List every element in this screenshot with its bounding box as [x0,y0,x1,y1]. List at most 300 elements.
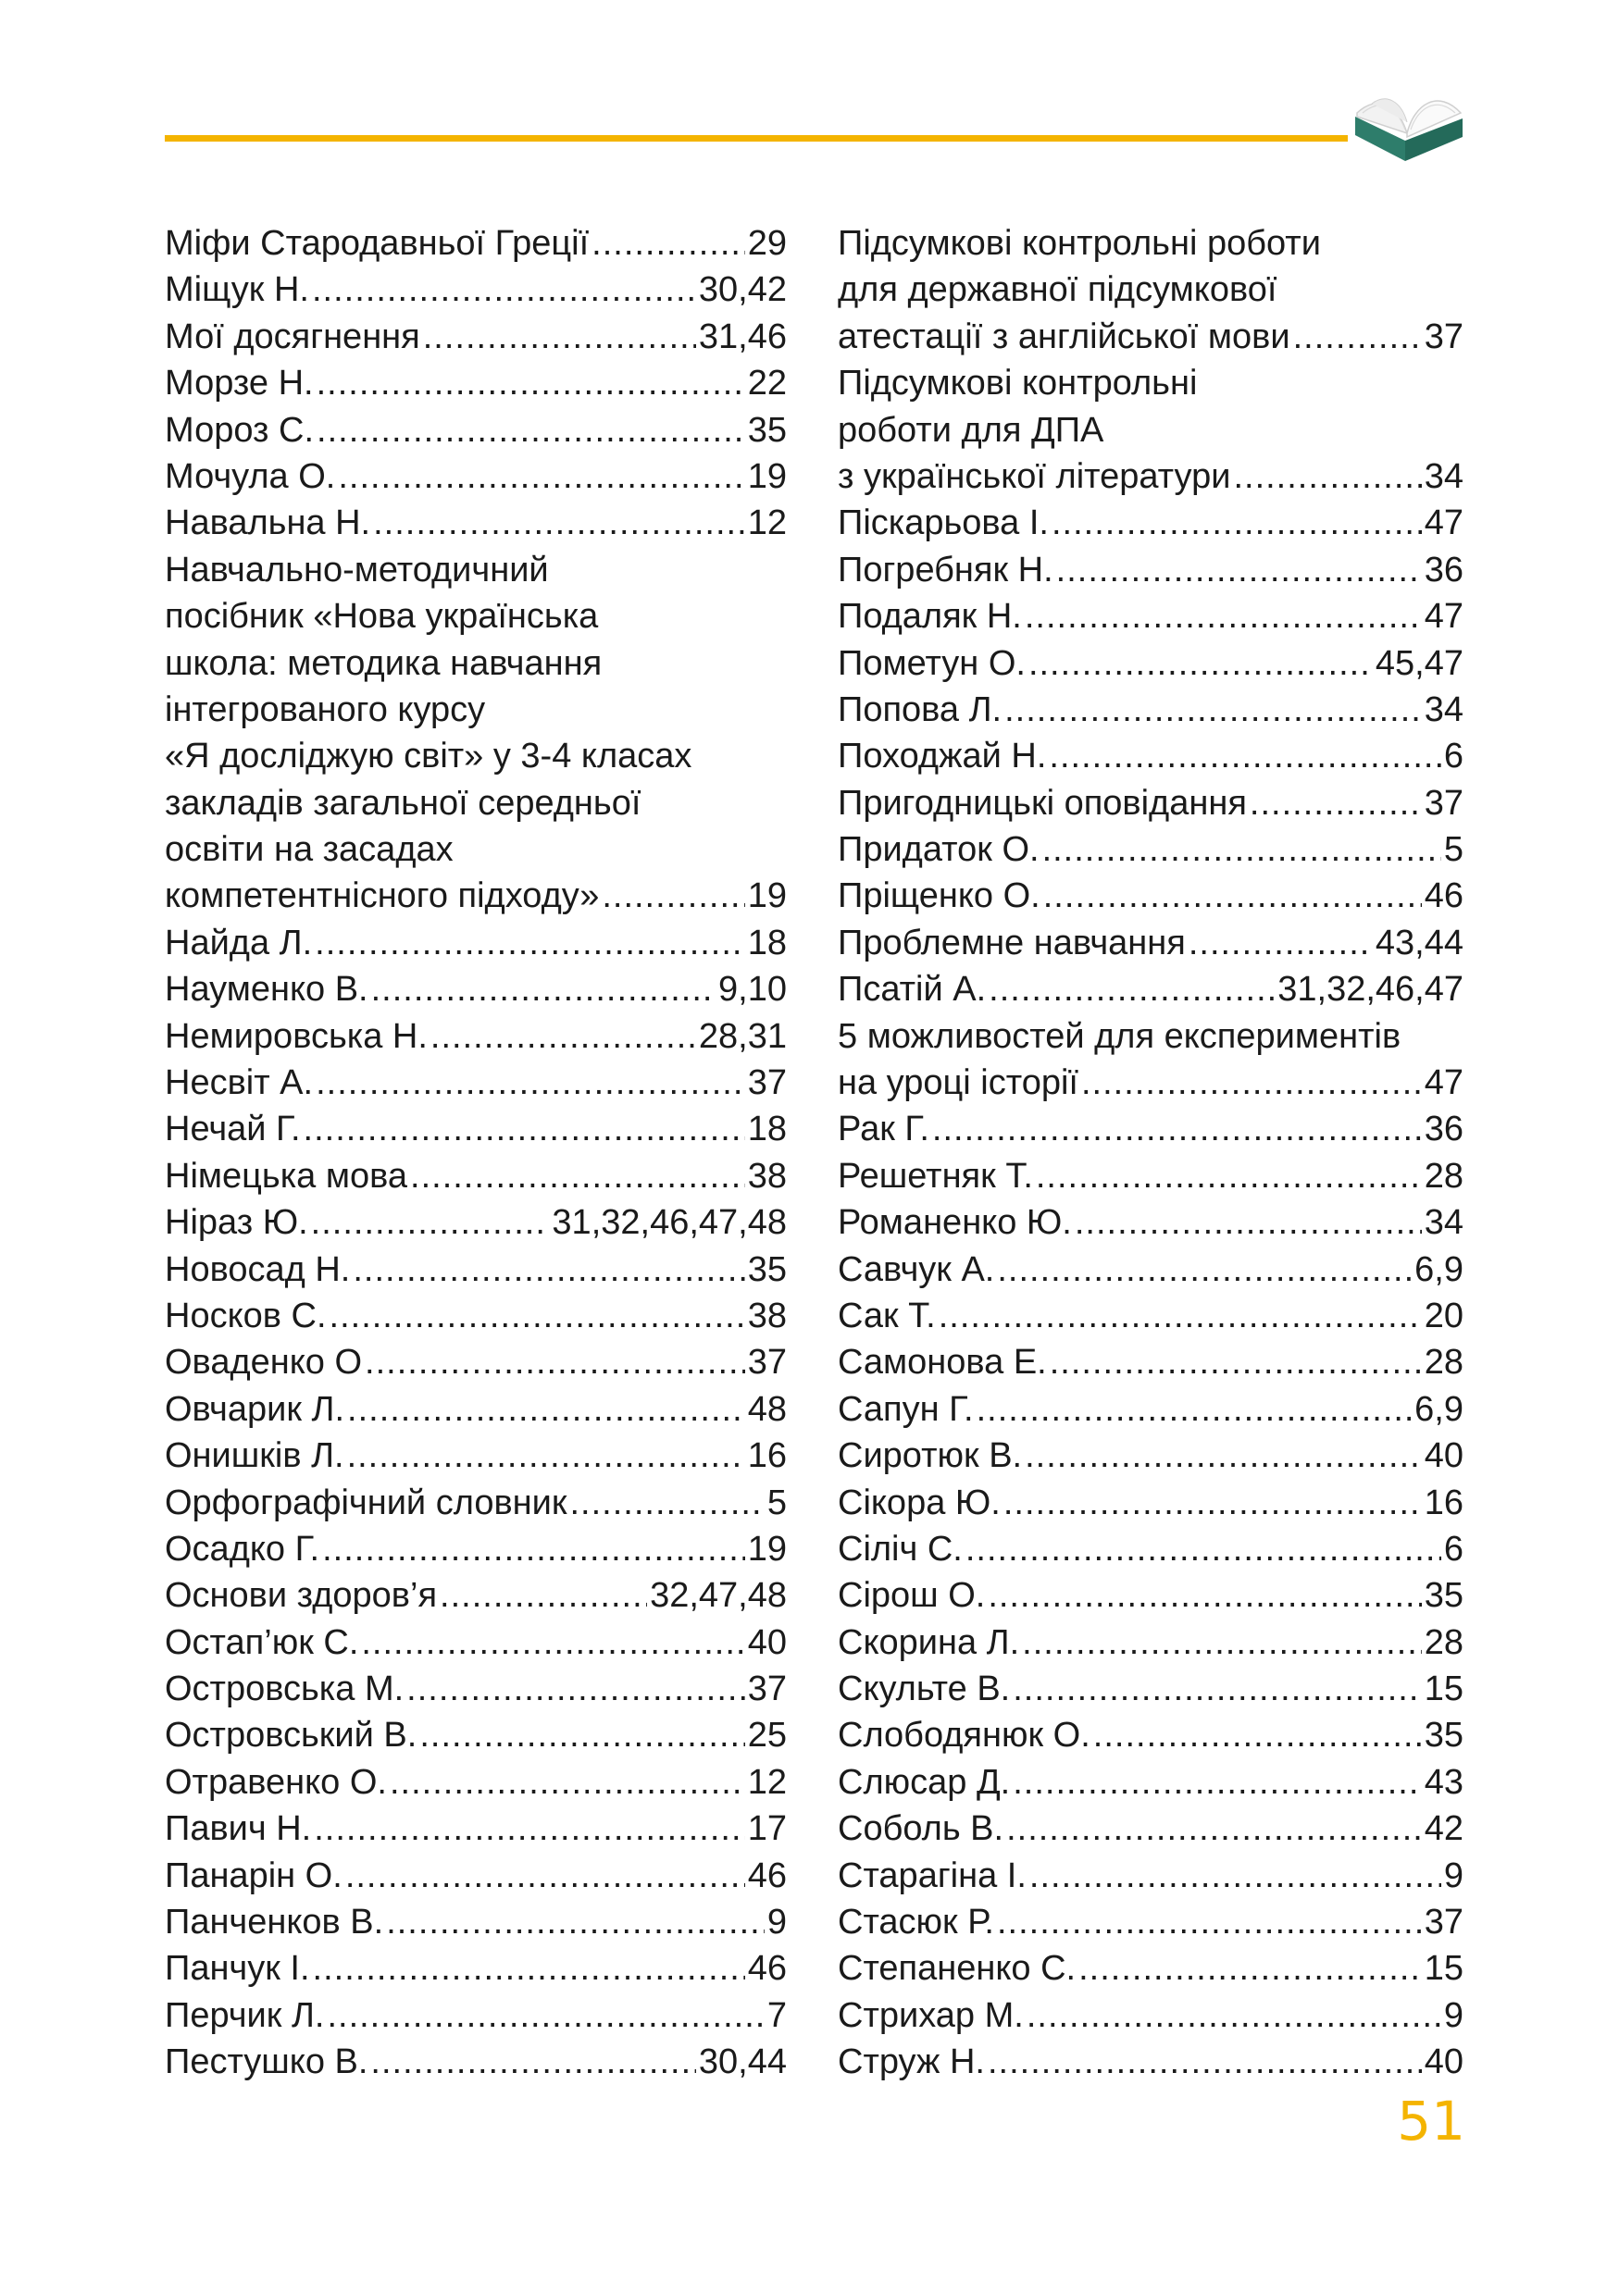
dot-leader [977,1386,1413,1433]
index-entry [165,687,787,733]
index-term: «Я досліджую світ» у 3-4 класах [165,737,692,776]
index-pages: 43,44 [1375,923,1463,962]
index-term: інтегрованого курсу [165,689,486,729]
index-pages: 6,9 [1414,1389,1463,1429]
index-entry [165,1106,787,1152]
index-entry [165,1713,787,1759]
index-pages: 37 [747,1343,787,1383]
index-term: Скорина Л. [838,1622,1020,1662]
index-pages: 40 [747,1622,787,1662]
index-entry [165,1666,787,1712]
index-term: закладів загальної середньої [165,783,641,823]
index-pages: 31,32,46,47 [1277,970,1463,1010]
index-pages: 16 [747,1436,787,1476]
dot-leader [430,1013,696,1060]
index-pages: 47 [1424,1063,1463,1103]
index-term: Сак Т. [838,1296,936,1335]
index-pages: 30,42 [698,270,787,310]
dot-leader [312,267,696,313]
index-term: Несвіт А. [165,1063,314,1103]
index-entry [838,920,1463,966]
index-pages: 5 [766,1483,787,1522]
index-pages: 20 [1424,1296,1463,1335]
index-entry [838,500,1463,546]
dot-leader [1004,687,1422,733]
dot-leader [373,500,745,546]
index-term: Морзе Н. [165,364,314,403]
index-entry [838,1945,1463,1992]
index-term: Піскарьова І. [838,503,1049,543]
dot-leader [569,1480,764,1526]
index-term: для державної підсумкової [838,270,1277,310]
dot-leader [1293,314,1422,360]
index-pages: 37 [1424,783,1463,823]
index-entry [838,267,1463,313]
index-term: Сіліч С. [838,1529,963,1569]
dot-leader [315,920,745,966]
dot-leader [347,1433,745,1479]
index-entry [165,593,787,639]
index-entry [165,1386,787,1433]
index-entry [165,267,787,313]
open-book-icon [1350,76,1468,168]
index-term: освіти на засадах [165,830,454,870]
index-entry [165,1339,787,1385]
dot-leader [390,1759,745,1806]
index-pages: 9 [1443,1995,1463,2035]
index-entry [838,687,1463,733]
index-pages: 7 [766,1995,787,2035]
index-pages: 37 [747,1063,787,1103]
index-term: Сиротюк В. [838,1436,1023,1476]
dot-leader [361,1620,744,1666]
index-entry [838,407,1463,453]
index-term: Самонова Е. [838,1343,1047,1383]
dot-leader [317,360,745,406]
dot-leader [338,453,744,500]
index-term: з української літератури [838,456,1231,496]
index-pages: 46 [1424,876,1463,916]
dot-leader [322,1526,745,1572]
index-entry [838,966,1463,1012]
index-term: Ніраз Ю. [165,1203,308,1243]
dot-leader [988,2039,1422,2085]
dot-leader [1056,547,1422,593]
index-term: Решетняк Т. [838,1156,1033,1196]
dot-leader [1028,640,1373,687]
index-entry [165,780,787,826]
index-term: Перчик Л. [165,1995,325,2035]
index-term: Науменко В. [165,970,368,1010]
dot-leader [345,1853,745,1899]
index-term: Соболь В. [838,1809,1004,1849]
index-entry [838,1713,1463,1759]
index-entry [165,1899,787,1945]
index-term: компетентнісного підходу» [165,876,600,916]
index-term: Сапун Г. [838,1389,974,1429]
dot-leader [1036,1153,1422,1199]
index-term: школа: методика навчання [165,643,603,683]
index-term: 5 можливостей для експериментів [838,1016,1401,1056]
index-pages: 48 [747,1389,787,1429]
index-pages: 28,31 [698,1016,787,1056]
index-entry [165,1759,787,1806]
index-term: Мої досягнення [165,316,420,356]
index-entry [838,1293,1463,1339]
dot-leader [406,1666,745,1712]
dot-leader [316,1060,745,1106]
index-term: Орфографічний словник [165,1483,567,1522]
index-pages: 16 [1424,1483,1463,1522]
index-term: роботи для ДПА [838,410,1104,450]
index-term: Навчально-методичний [165,550,549,590]
dot-leader [365,1339,745,1385]
index-term: Новосад Н. [165,1249,351,1289]
index-entry [165,1013,787,1060]
index-pages: 17 [747,1809,787,1849]
index-term: Мороз С. [165,410,315,450]
index-pages: 9 [1443,1855,1463,1895]
index-pages: 46 [747,1949,787,1989]
dot-leader [440,1572,647,1619]
index-term: Панарін О. [165,1855,342,1895]
index-pages: 42 [1424,1809,1463,1849]
index-column-right [838,220,1463,2086]
index-pages: 28 [1424,1343,1463,1383]
index-pages: 5 [1443,830,1463,870]
page-number: 51 [1397,2090,1465,2153]
index-entry [165,1060,787,1106]
header-rule [165,135,1348,142]
dot-leader [1075,1199,1422,1246]
dot-leader [1013,1666,1421,1712]
index-pages: 12 [747,503,787,543]
index-entry [838,1339,1463,1385]
index-pages: 12 [747,1762,787,1802]
dot-leader [313,1945,745,1992]
index-entry [165,1572,787,1619]
dot-leader [1250,780,1422,826]
index-term: Островська М. [165,1669,405,1709]
dot-leader [1189,920,1373,966]
index-pages: 43 [1424,1762,1463,1802]
index-term: Остап’юк С. [165,1622,359,1662]
index-pages: 31,46 [698,316,787,356]
index-entry [838,1992,1463,2039]
dot-leader [1003,1480,1422,1526]
index-term: Підсумкові контрольні роботи [838,223,1321,263]
index-term: Підсумкові контрольні [838,364,1198,403]
index-entry [838,1526,1463,1572]
dot-leader [1013,1759,1421,1806]
index-entry [838,1433,1463,1479]
index-entry [838,1106,1463,1152]
dot-leader [932,1106,1422,1152]
index-term: Рак Г. [838,1110,929,1149]
index-entry [165,1199,787,1246]
index-term: Проблемне навчання [838,923,1186,962]
index-pages: 40 [1424,2042,1463,2082]
index-pages: 35 [747,410,787,450]
index-entry [838,314,1463,360]
index-pages: 31,32,46,47,48 [552,1203,787,1243]
index-term: Пріщенко О. [838,876,1040,916]
dot-leader [939,1293,1422,1339]
dot-leader [304,1106,745,1152]
index-pages: 47 [1424,503,1463,543]
index-entry [165,500,787,546]
index-entry [165,1480,787,1526]
index-entry [838,547,1463,593]
dot-leader [410,1153,745,1199]
index-term: Основи здоров’я [165,1576,438,1616]
index-term: Оваденко О [165,1343,363,1383]
dot-leader [1027,1992,1441,2039]
index-pages: 34 [1424,456,1463,496]
index-entry [838,826,1463,873]
index-pages: 35 [1424,1576,1463,1616]
index-pages: 36 [1424,1110,1463,1149]
index-entry [165,547,787,593]
index-entry [838,873,1463,919]
index-pages: 35 [1424,1716,1463,1756]
index-entry [165,1433,787,1479]
index-term: Стрихар М. [838,1995,1024,2035]
index-entry [838,780,1463,826]
index-term: Онишків Л. [165,1436,344,1476]
index-entry [838,733,1463,779]
dot-leader [997,1247,1412,1293]
index-entry [165,920,787,966]
index-term: Псатій А. [838,970,987,1010]
index-term: Пригодницькі оповідання [838,783,1247,823]
index-entry [838,1666,1463,1712]
dot-leader [330,1293,745,1339]
index-entry [838,1153,1463,1199]
index-term: Панчук І. [165,1949,310,1989]
index-term: Скульте В. [838,1669,1011,1709]
index-term: Отравенко О. [165,1762,387,1802]
index-pages: 18 [747,1110,787,1149]
index-term: Міфи Стародавньої Греції [165,223,590,263]
index-entry [838,1853,1463,1899]
index-pages: 34 [1424,1203,1463,1243]
index-entry [165,640,787,687]
index-term: Старагіна І. [838,1855,1027,1895]
index-term: Павич Н. [165,1809,312,1849]
index-term: Островський В. [165,1716,417,1756]
dot-leader [997,1899,1422,1945]
index-entry [165,407,787,453]
dot-leader [1049,733,1440,779]
index-term: на уроці історії [838,1063,1078,1103]
dot-leader [314,1806,745,1852]
index-pages: 6 [1443,1529,1463,1569]
index-term: Пестушко В. [165,2042,368,2082]
index-term: Савчук А. [838,1249,995,1289]
dot-leader [965,1526,1441,1572]
dot-leader [317,407,745,453]
dot-leader [423,314,696,360]
dot-leader [1050,1339,1422,1385]
dot-leader [386,1899,765,1945]
index-term: Струж Н. [838,2042,985,2082]
index-entry [838,1386,1463,1433]
index-pages: 36 [1424,550,1463,590]
index-term: Походжай Н. [838,737,1047,776]
index-pages: 38 [747,1296,787,1335]
index-term: Романенко Ю. [838,1203,1072,1243]
index-term: Подаляк Н. [838,597,1022,637]
dot-leader [1022,1620,1422,1666]
index-pages: 45,47 [1375,643,1463,683]
index-term: Нечай Г. [165,1110,301,1149]
dot-leader [1081,1060,1422,1106]
index-term: Попова Л. [838,689,1003,729]
index-pages: 40 [1424,1436,1463,1476]
index-pages: 15 [1424,1669,1463,1709]
index-pages: 25 [747,1716,787,1756]
index-pages: 30,44 [698,2042,787,2082]
dot-leader [347,1386,745,1433]
dot-leader [1078,1945,1422,1992]
index-term: атестації з англійської мови [838,316,1290,356]
index-pages: 28 [1424,1622,1463,1662]
index-pages: 29 [747,223,787,263]
dot-leader [1093,1713,1422,1759]
index-term: Слободянюк О. [838,1716,1090,1756]
dot-leader [1029,1853,1441,1899]
index-term: Мочула О. [165,456,336,496]
index-entry [165,1992,787,2039]
index-pages: 9,10 [718,970,787,1010]
dot-leader [592,220,745,267]
index-entry [838,1620,1463,1666]
index-pages: 35 [747,1249,787,1289]
index-term: Пометун О. [838,643,1026,683]
index-entry [165,1526,787,1572]
index-pages: 37 [1424,1903,1463,1942]
index-entry [165,314,787,360]
index-pages: 6 [1443,737,1463,776]
index-term: Міщук Н. [165,270,309,310]
dot-leader [989,966,1275,1012]
dot-leader [602,873,744,919]
index-term: Навальна Н. [165,503,371,543]
dot-leader [1006,1806,1422,1852]
dot-leader [1043,873,1422,919]
index-term: Сікора Ю. [838,1483,1001,1522]
index-entry [838,1480,1463,1526]
dot-leader [370,2039,695,2085]
dot-leader [1025,593,1422,639]
index-entry [165,1853,787,1899]
index-pages: 19 [747,1529,787,1569]
index-entry [165,1620,787,1666]
index-pages: 32,47,48 [650,1576,787,1616]
index-term: Степаненко С. [838,1949,1077,1989]
index-pages: 34 [1424,689,1463,729]
index-entry [165,220,787,267]
index-term: Найда Л. [165,923,313,962]
index-entry [165,966,787,1012]
dot-leader [311,1199,550,1246]
index-entry [165,1806,787,1852]
index-term: Німецька мова [165,1156,408,1196]
index-entry [165,873,787,919]
index-entry [165,360,787,406]
dot-leader [1052,500,1422,546]
index-term: Сірош О. [838,1576,986,1616]
dot-leader [419,1713,744,1759]
index-pages: 15 [1424,1949,1463,1989]
index-term: Носков С. [165,1296,327,1335]
index-entry [165,2039,787,2085]
index-entry [838,1759,1463,1806]
index-pages: 28 [1424,1156,1463,1196]
index-term: Погребняк Н. [838,550,1053,590]
index-pages: 22 [747,364,787,403]
index-term: Немировська Н. [165,1016,428,1056]
index-entry [838,2039,1463,2085]
index-pages: 47 [1424,597,1463,637]
dot-leader [1233,453,1421,500]
index-entry [838,1060,1463,1106]
dot-leader [353,1247,744,1293]
index-term: Слюсар Д. [838,1762,1011,1802]
dot-leader [1025,1433,1422,1479]
index-pages: 19 [747,876,787,916]
index-term: Осадко Г. [165,1529,320,1569]
index-entry [838,220,1463,267]
index-pages: 18 [747,923,787,962]
index-term: Панченков В. [165,1903,384,1942]
index-pages: 46 [747,1855,787,1895]
index-entry [165,1247,787,1293]
index-entry [838,1199,1463,1246]
index-entry [838,1247,1463,1293]
index-column-left [165,220,787,2086]
index-entry [838,1806,1463,1852]
index-entry [165,826,787,873]
dot-leader [1042,826,1441,873]
index-entry [165,1293,787,1339]
index-pages: 38 [747,1156,787,1196]
index-term: Стасюк Р. [838,1903,994,1942]
index-entry [165,1945,787,1992]
index-entry [165,453,787,500]
index-entry [838,453,1463,500]
index-pages: 37 [747,1669,787,1709]
index-entry [838,640,1463,687]
index-term: Овчарик Л. [165,1389,345,1429]
index-entry [838,360,1463,406]
index-pages: 9 [766,1903,787,1942]
index-pages: 6,9 [1414,1249,1463,1289]
index-term: посібник «Нова українська [165,597,599,637]
index-entry [838,1013,1463,1060]
index-pages: 37 [1424,316,1463,356]
index-entry [838,1572,1463,1619]
index-entry [165,733,787,779]
index-entry [838,1899,1463,1945]
index-pages: 19 [747,456,787,496]
dot-leader [988,1572,1421,1619]
dot-leader [371,966,716,1012]
index-entry [165,1153,787,1199]
index-term: Придаток О. [838,830,1040,870]
index-entry [838,593,1463,639]
